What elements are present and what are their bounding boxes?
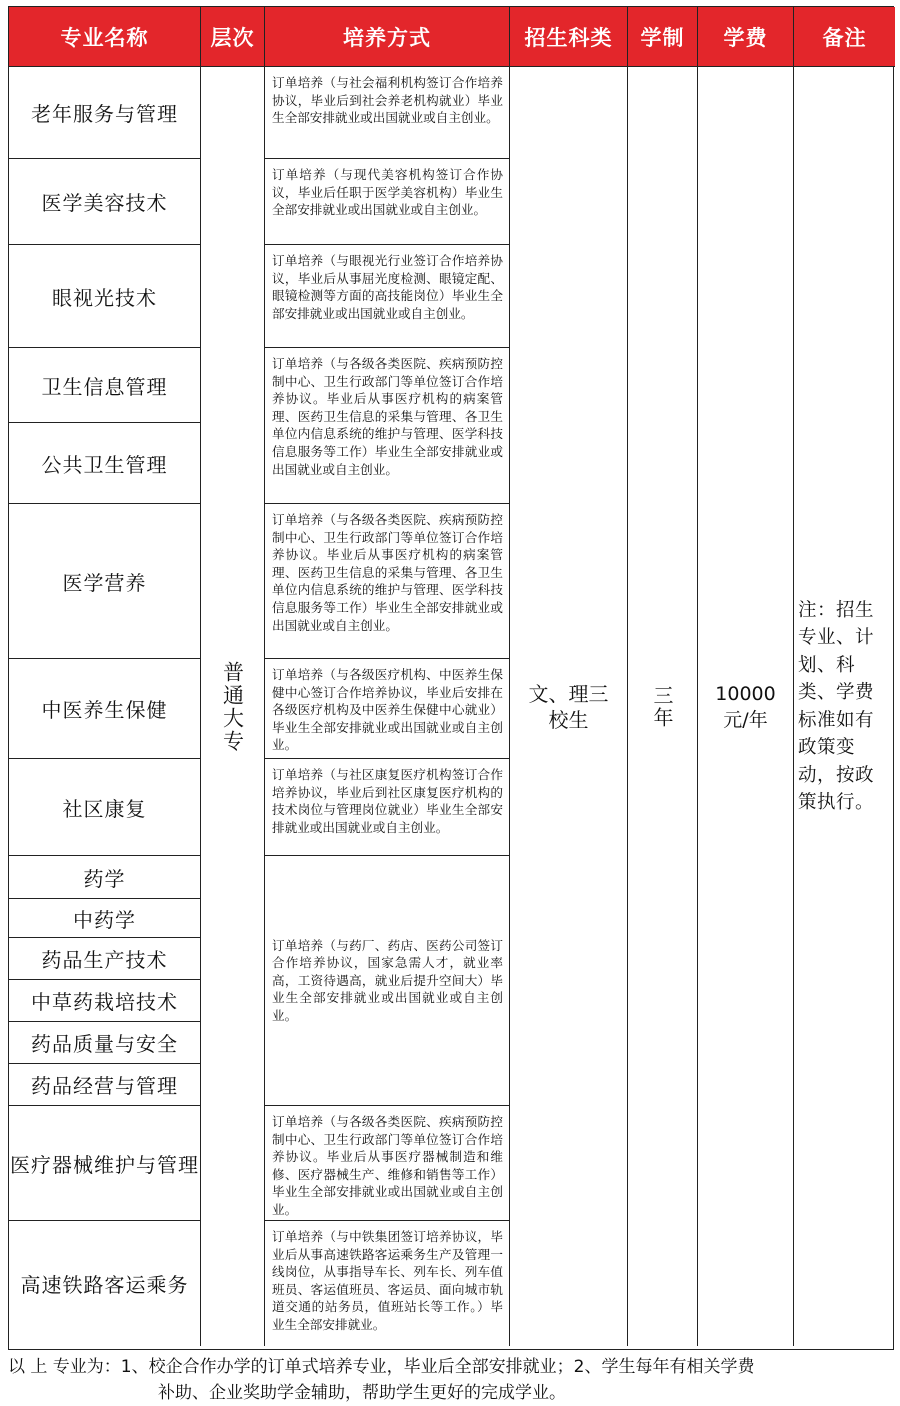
major-name: 药品经营与管理 bbox=[9, 1064, 201, 1106]
training-method: 订单培养（与各级各类医院、疾病预防控制中心、卫生行政部门等单位签订合作培养协议。毕业后从事医疗机构的病案管理、医药卫生信息的采集与管理、各卫生单位内信息系统的维护与管理、医学科技信息服务等工作）毕业生全部安排就业或出国就业或自主创业。 bbox=[265, 504, 510, 659]
remark-text: 注：招生专业、计划、科类、学费标准如有政策变动，按政策执行。 bbox=[798, 599, 875, 813]
header-subject: 招生科类 bbox=[510, 7, 628, 67]
subject-cell bbox=[510, 67, 628, 1346]
remark-cell bbox=[794, 67, 895, 1346]
major-name: 社区康复 bbox=[9, 759, 201, 856]
header-level: 层次 bbox=[201, 7, 265, 67]
major-name: 公共卫生管理 bbox=[9, 423, 201, 504]
major-name: 中药学 bbox=[9, 899, 201, 938]
major-name: 医学营养 bbox=[9, 504, 201, 659]
header-duration: 学制 bbox=[628, 7, 698, 67]
training-method: 订单培养（与各级各类医院、疾病预防控制中心、卫生行政部门等单位签订合作培养协议。毕业后从事医疗机构的病案管理、医药卫生信息的采集与管理、各卫生单位内信息系统的维护与管理、医学科技信息服务等工作）毕业生全部安排就业或出国就业或自主创业。 bbox=[265, 348, 510, 504]
major-name: 医学美容技术 bbox=[9, 159, 201, 245]
major-name: 卫生信息管理 bbox=[9, 348, 201, 423]
footer-line-2: 补助、企业奖助学金辅助，帮助学生更好的完成学业。 bbox=[158, 1383, 566, 1403]
major-name: 眼视光技术 bbox=[9, 245, 201, 348]
major-name: 高速铁路客运乘务 bbox=[9, 1221, 201, 1346]
header-tuition: 学费 bbox=[698, 7, 794, 67]
major-name: 中草药栽培技术 bbox=[9, 980, 201, 1022]
header-method: 培养方式 bbox=[265, 7, 510, 67]
major-name: 老年服务与管理 bbox=[9, 67, 201, 159]
training-method: 订单培养（与中铁集团签订培养协议，毕业后从事高速铁路客运乘务生产及管理一线岗位，从事指导车长、列车长、列车值班员、客运值班员、客运员、面向城市轨道交通的站务员，值班站长等工作。）毕业生全部安排就业。 bbox=[265, 1221, 510, 1346]
major-name: 药学 bbox=[9, 856, 201, 899]
major-name: 药品质量与安全 bbox=[9, 1022, 201, 1064]
major-name: 医疗器械维护与管理 bbox=[9, 1106, 201, 1221]
training-method: 订单培养（与各级各类医院、疾病预防控制中心、卫生行政部门等单位签订合作培养协议。毕业后从事医疗器械制造和维修、医疗器械生产、维修和销售等工作）毕业生全部安排就业或出国就业或自主创业。 bbox=[265, 1106, 510, 1221]
footer-note bbox=[8, 1354, 898, 1406]
tuition-cell bbox=[698, 67, 794, 1346]
level-text: 普通大专 bbox=[220, 660, 245, 753]
duration-cell bbox=[628, 67, 698, 1346]
header-major: 专业名称 bbox=[9, 7, 201, 67]
major-name: 药品生产技术 bbox=[9, 938, 201, 980]
subject-text: 文、理三校生 bbox=[528, 681, 609, 732]
training-method: 订单培养（与现代美容机构签订合作协议，毕业后任职于医学美容机构）毕业生全部安排就业或出国就业或自主创业。 bbox=[265, 159, 510, 245]
enrollment-table bbox=[8, 6, 894, 1350]
training-method: 订单培养（与社会福利机构签订合作培养协议，毕业后到社会养老机构就业）毕业生全部安排就业或出国就业或自主创业。 bbox=[265, 67, 510, 159]
training-method: 订单培养（与社区康复医疗机构签订合作培养协议，毕业后到社区康复医疗机构的技术岗位与管理岗位就业）毕业生全部安排就业或出国就业或自主创业。 bbox=[265, 759, 510, 856]
training-method: 订单培养（与眼视光行业签订合作培养协议，毕业后从事屈光度检测、眼镜定配、眼镜检测等方面的高技能岗位）毕业生全部安排就业或出国就业或自主创业。 bbox=[265, 245, 510, 348]
level-cell bbox=[201, 67, 265, 1346]
tuition-text: 10000元/年 bbox=[715, 682, 776, 731]
header-remark: 备注 bbox=[794, 7, 895, 67]
footer-line-1: 以 上 专业为：1、校企合作办学的订单式培养专业，毕业后全部安排就业；2、学生每年有相关学费 bbox=[8, 1357, 755, 1377]
major-name: 中医养生保健 bbox=[9, 659, 201, 759]
training-method: 订单培养（与各级医疗机构、中医养生保健中心签订合作培养协议，毕业后安排在各级医疗机构及中医养生保健中心就业）毕业生全部安排就业或出国就业或自主创业。 bbox=[265, 659, 510, 759]
training-method: 订单培养（与药厂、药店、医药公司签订合作培养协议，国家急需人才，就业率高，工资待遇高，就业后提升空间大）毕业生全部安排就业或出国就业或自主创业。 bbox=[265, 856, 510, 1106]
duration-text: 三年 bbox=[650, 684, 674, 729]
